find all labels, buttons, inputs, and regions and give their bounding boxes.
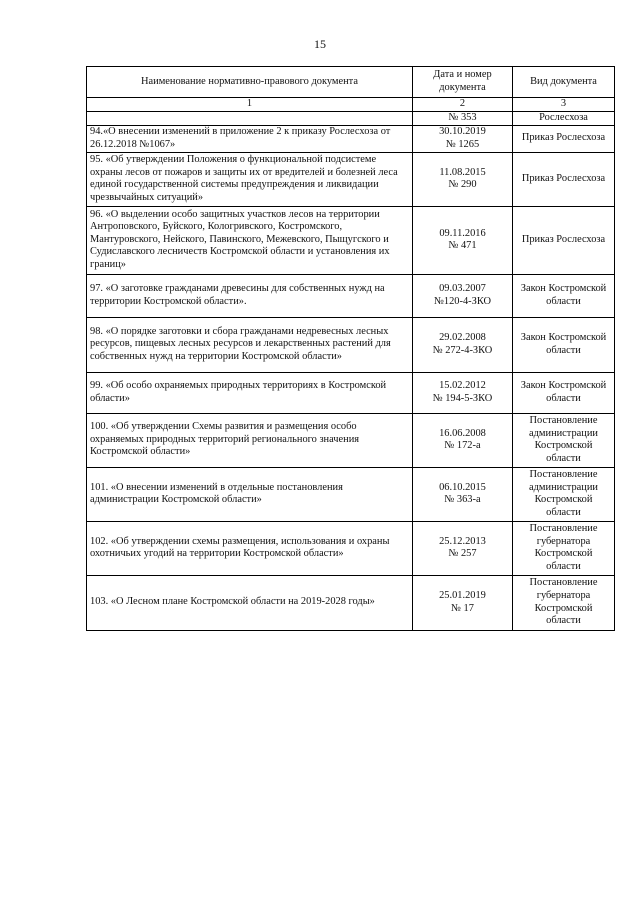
header-date-number: Дата и номер документа [413,67,513,98]
document-type-cell: Постановление администрации Костромской области [513,467,615,521]
document-date: 09.03.2007 [439,283,486,294]
continuation-date-cell: № 353 [413,111,513,125]
table-row [87,521,615,575]
document-date: 16.06.2008 [439,427,486,439]
document-type-cell: Приказ Рослесхоза [513,125,615,152]
continuation-row [87,111,615,125]
column-number-row [87,98,615,112]
header-document-name: Наименование нормативно-правового документа [87,67,413,98]
document-name-cell: 98. «О порядке заготовки и сбора гражданами недревесных лесных ресурсов, пищевых лесных ресурсов и лекарственных растений для собственных нужд на территории Костромской области» [87,317,413,372]
document-number: № 290 [448,179,477,191]
date-number-cell [413,575,513,630]
document-name-cell: 101. «О внесении изменений в отдельные постановления администрации Костромской области» [87,467,413,521]
document-type-cell: Приказ Рослесхоза [513,152,615,206]
document-type-cell: Закон Костромской области [513,317,615,372]
table-row [87,413,615,467]
date-number-cell [413,125,513,152]
document-name-cell: 94.«О внесении изменений в приложение 2 к приказу Рослесхоза от 26.12.2018 №1067» [87,125,413,152]
document-type-cell: Постановление губернатора Костромской области [513,521,615,575]
date-number-cell [413,274,513,317]
document-name-cell: 97. «О заготовке гражданами древесины для собственных нужд на территории Костромской области». [87,274,413,317]
document-name-cell: 95. «Об утверждении Положения о функциональной подсистеме охраны лесов от пожаров и защиты их от вредителей и болезней леса единой государственной системы предупреждения и ликвидации чрезвычайных ситуаций» [87,152,413,206]
date-number-cell [413,467,513,521]
page-number: 15 [314,37,326,51]
document-number: № 257 [448,548,477,560]
column-number: 2 [413,98,513,112]
document-number: №120-4-ЗКО [434,295,491,307]
table-row [87,206,615,274]
date-number-cell [413,413,513,467]
column-number: 3 [513,98,615,112]
document-name-cell: 102. «Об утверждении схемы размещения, использования и охраны охотничьих угодий на территории Костромской области» [87,521,413,575]
document-date: 29.02.2008 [439,332,486,343]
date-number-cell [413,317,513,372]
continuation-name-cell [87,111,413,125]
document-date: 15.02.2012 [439,380,486,391]
document-date: 11.08.2015 [439,166,486,178]
table-row [87,372,615,413]
document-name-cell: 100. «Об утверждении Схемы развития и размещения особо охраняемых природных территорий регионального значения Костромской области» [87,413,413,467]
table-row [87,274,615,317]
document-name-cell: 99. «Об особо охраняемых природных территориях в Костромской области» [87,372,413,413]
document-type-cell: Приказ Рослесхоза [513,206,615,274]
document-register-table [86,66,615,631]
table-row [87,317,615,372]
document-number: № 272-4-ЗКО [432,344,493,356]
table-row [87,575,615,630]
document-type-cell: Закон Костромской области [513,274,615,317]
table-row [87,467,615,521]
document-date: 25.01.2019 [439,590,486,601]
document-type-cell: Закон Костромской области [513,372,615,413]
date-number-cell [413,152,513,206]
document-number: № 471 [448,240,477,252]
header-row [87,67,615,98]
date-number-cell [413,206,513,274]
table-row [87,125,615,152]
document-name-cell: 96. «О выделении особо защитных участков лесов на территории Антроповского, Буйского, Кологривского, Костромского, Мантуровского, Нейского, Павинского, Межевского, Пыщугского и Судиславского лесничеств Костромской области и установления их границ» [87,206,413,274]
document-number: № 17 [451,602,474,614]
document-date: 06.10.2015 [439,481,486,493]
document-number: № 172-а [444,440,481,452]
date-number-cell [413,521,513,575]
document-name-cell: 103. «О Лесном плане Костромской области на 2019-2028 годы» [87,575,413,630]
table-row [87,152,615,206]
document-number: № 363-а [444,494,481,506]
document-type-cell: Постановление администрации Костромской области [513,413,615,467]
document-date: 25.12.2013 [439,535,486,547]
header-document-type: Вид документа [513,67,615,98]
continuation-type-cell: Рослесхоза [513,111,615,125]
document-number: № 194-5-ЗКО [432,392,493,404]
document-number: № 1265 [445,138,480,150]
document-date: 09.11.2016 [439,227,486,239]
document-date: 30.10.2019 [439,126,486,137]
date-number-cell [413,372,513,413]
column-number: 1 [87,98,413,112]
document-type-cell: Постановление губернатора Костромской области [513,575,615,630]
